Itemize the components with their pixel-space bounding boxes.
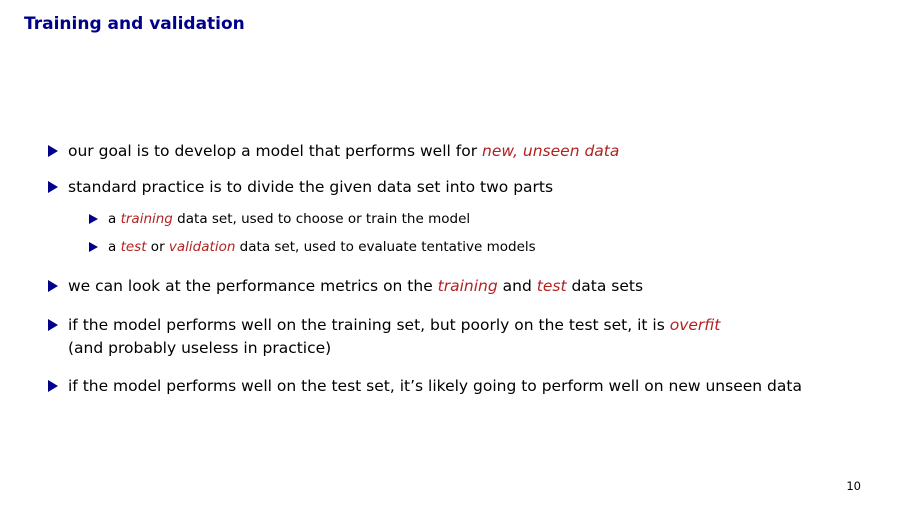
bullet-text: a [108, 239, 121, 255]
bullet-text: a [108, 211, 121, 227]
emphasis-text: new, unseen data [482, 142, 620, 160]
emphasis-text: test [536, 277, 567, 295]
sub-bullet-training-set [108, 210, 470, 228]
bullet-text: data set, used to choose or train the model [172, 211, 471, 227]
sub-bullet-marker-icon [89, 214, 98, 224]
emphasis-text: training [437, 277, 498, 295]
bullet-goal [68, 140, 619, 162]
emphasis-text: validation [168, 239, 236, 255]
page-number: 10 [846, 479, 861, 493]
bullet-marker-icon [48, 145, 58, 157]
bullet-overfit [68, 314, 720, 336]
bullet-overfit-continuation [68, 337, 331, 359]
sub-bullet-test-set [108, 238, 536, 256]
bullet-marker-icon [48, 181, 58, 193]
emphasis-text: test [120, 239, 147, 255]
bullet-performance-metrics [68, 275, 643, 297]
slide-title: Training and validation [24, 14, 245, 34]
bullet-text: data sets [566, 277, 644, 295]
bullet-text: standard practice is to divide the given data set into two parts [68, 178, 554, 196]
emphasis-text: overfit [669, 316, 721, 334]
bullet-text: if the model performs well on the training set, but poorly on the test set, it is [68, 316, 670, 334]
bullet-text: data set, used to evaluate tentative models [235, 239, 536, 255]
sub-bullet-marker-icon [89, 242, 98, 252]
bullet-test-set-performance [68, 375, 802, 397]
bullet-text: (and probably useless in practice) [68, 339, 332, 357]
bullet-text: or [146, 239, 169, 255]
emphasis-text: training [120, 211, 173, 227]
bullet-standard-practice [68, 176, 553, 198]
bullet-text: we can look at the performance metrics on the [68, 277, 438, 295]
bullet-text: our goal is to develop a model that performs well for [68, 142, 482, 160]
bullet-marker-icon [48, 280, 58, 292]
bullet-text: and [497, 277, 537, 295]
bullet-marker-icon [48, 380, 58, 392]
bullet-marker-icon [48, 319, 58, 331]
bullet-text: if the model performs well on the test set, it’s likely going to perform well on new unseen data [68, 377, 802, 395]
